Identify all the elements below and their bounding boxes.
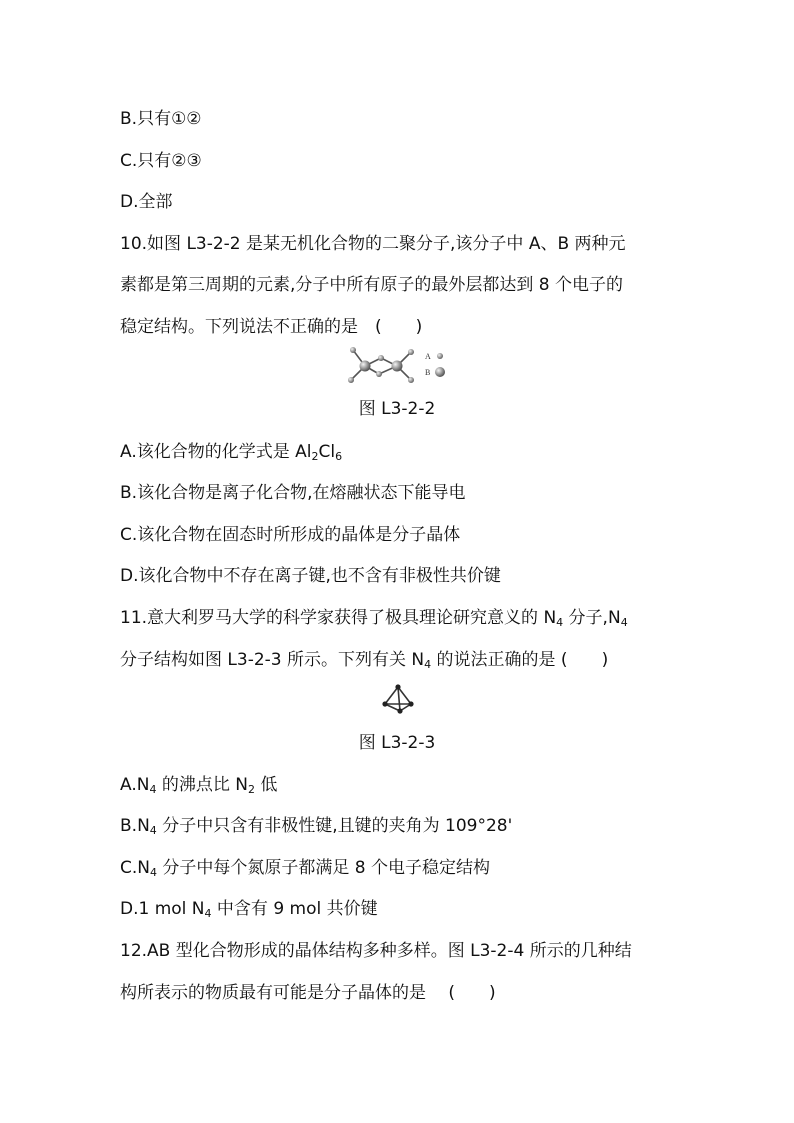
legend-label-a: A	[425, 352, 431, 361]
figure-caption-l3-2-3: 图 L3-2-3	[358, 733, 436, 753]
q12-stem-line-1: 12.AB 型化合物形成的晶体结构多种多样。图 L3-2-4 所示的几种结	[120, 941, 632, 961]
q9-option-b: B.只有①②	[120, 109, 202, 129]
figure-n4-tetrahedron	[381, 684, 415, 716]
q11-option-a: $A.N_4$ 的沸点比 $N_2$ 低	[120, 775, 278, 796]
q10-stem-line-1: 10.如图 L3-2-2 是某无机化合物的二聚分子,该分子中 A、B 两种元	[120, 234, 626, 254]
q11-option-d: D.1 mol $N_4$ 中含有 9 mol 共价键	[120, 899, 378, 920]
q11-stem-line-2: 分子结构如图 L3-2-3 所示。下列有关 $N_4$ 的说法正确的是 ( )	[120, 650, 609, 671]
q10-stem-line-2: 素都是第三周期的元素,分子中所有原子的最外层都达到 8 个电子的	[120, 275, 624, 295]
q10-option-c: C.该化合物在固态时所形成的晶体是分子晶体	[120, 525, 461, 545]
legend-ball-a	[437, 353, 443, 359]
q10-option-d: D.该化合物中不存在离子键,也不含有非极性共价键	[120, 566, 501, 586]
q12-stem-line-2: 构所表示的物质最有可能是分子晶体的是 ( )	[120, 983, 496, 1003]
q10-option-b: B.该化合物是离子化合物,在熔融状态下能导电	[120, 483, 466, 503]
legend-ball-b	[435, 367, 445, 377]
molecule-atoms	[348, 347, 414, 383]
q11-option-c: $C.N_4$ 分子中每个氮原子都满足 8 个电子稳定结构	[120, 858, 491, 879]
figure-dimer-molecule	[345, 344, 450, 386]
q11-option-b: $B.N_4$ 分子中只含有非极性键,且键的夹角为 109°28'	[120, 816, 513, 837]
q9-option-d: D.全部	[120, 192, 173, 212]
q9-option-c: C.只有②③	[120, 151, 202, 171]
figure-caption-l3-2-2: 图 L3-2-2	[358, 399, 436, 419]
q10-stem-line-3: 稳定结构。下列说法不正确的是 ( )	[120, 317, 423, 337]
q10-option-a: A.该化合物的化学式是 $Al_2Cl_6$	[120, 442, 343, 463]
legend-label-b: B	[425, 368, 431, 377]
q11-stem-line-1: 11.意大利罗马大学的科学家获得了极具理论研究意义的 $N_4$ 分子$,N_4$	[120, 608, 628, 629]
